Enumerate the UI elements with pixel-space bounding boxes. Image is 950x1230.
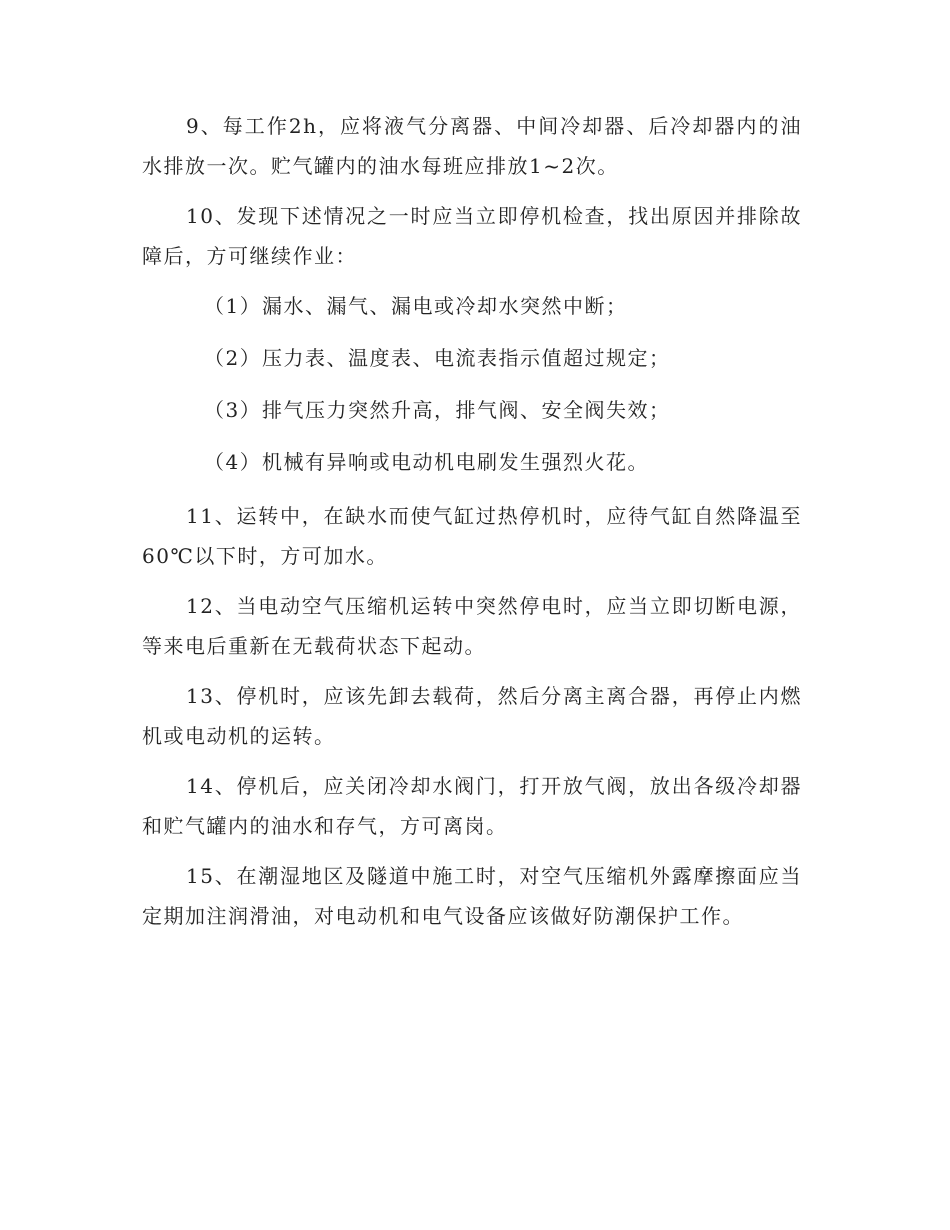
- list-item-number: （3）: [204, 398, 262, 422]
- list-item-text: 排气压力突然升高，排气阀、安全阀失效；: [262, 398, 671, 422]
- list-item-number: （2）: [204, 346, 262, 370]
- list-item-text: 漏水、漏气、漏电或冷却水突然中断；: [262, 294, 628, 318]
- list-item-text: 压力表、温度表、电流表指示值超过规定；: [262, 346, 671, 370]
- list-item-1: [204, 286, 804, 326]
- paragraph-15: 15、在潮湿地区及隧道中施工时，对空气压缩机外露摩擦面应当定期加注润滑油，对电动机和电气设备应该做好防潮保护工作。: [142, 864, 802, 928]
- list-item-number: （4）: [204, 450, 262, 474]
- list-item-2: [204, 338, 804, 378]
- paragraph-11: 11、运转中，在缺水而使气缸过热停机时，应待气缸自然降温至60℃以下时，方可加水。: [142, 504, 802, 568]
- paragraph-14: 14、停机后，应关闭冷却水阀门，打开放气阀，放出各级冷却器和贮气罐内的油水和存气，方可离岗。: [142, 774, 802, 838]
- list-item-number: （1）: [204, 294, 262, 318]
- paragraph-9: 9、每工作2h，应将液气分离器、中间冷却器、后冷却器内的油水排放一次。贮气罐内的油水每班应排放1~2次。: [142, 114, 802, 178]
- paragraph-12: 12、当电动空气压缩机运转中突然停电时，应当立即切断电源，等来电后重新在无载荷状态下起动。: [142, 594, 802, 658]
- list-item-4: [204, 442, 804, 482]
- list-item-3: [204, 390, 804, 430]
- paragraph-10: 10、发现下述情况之一时应当立即停机检查，找出原因并排除故障后，方可继续作业：: [142, 204, 802, 268]
- paragraph-13: 13、停机时，应该先卸去载荷，然后分离主离合器，再停止内燃机或电动机的运转。: [142, 684, 802, 748]
- list-item-text: 机械有异响或电动机电刷发生强烈火花。: [262, 450, 649, 474]
